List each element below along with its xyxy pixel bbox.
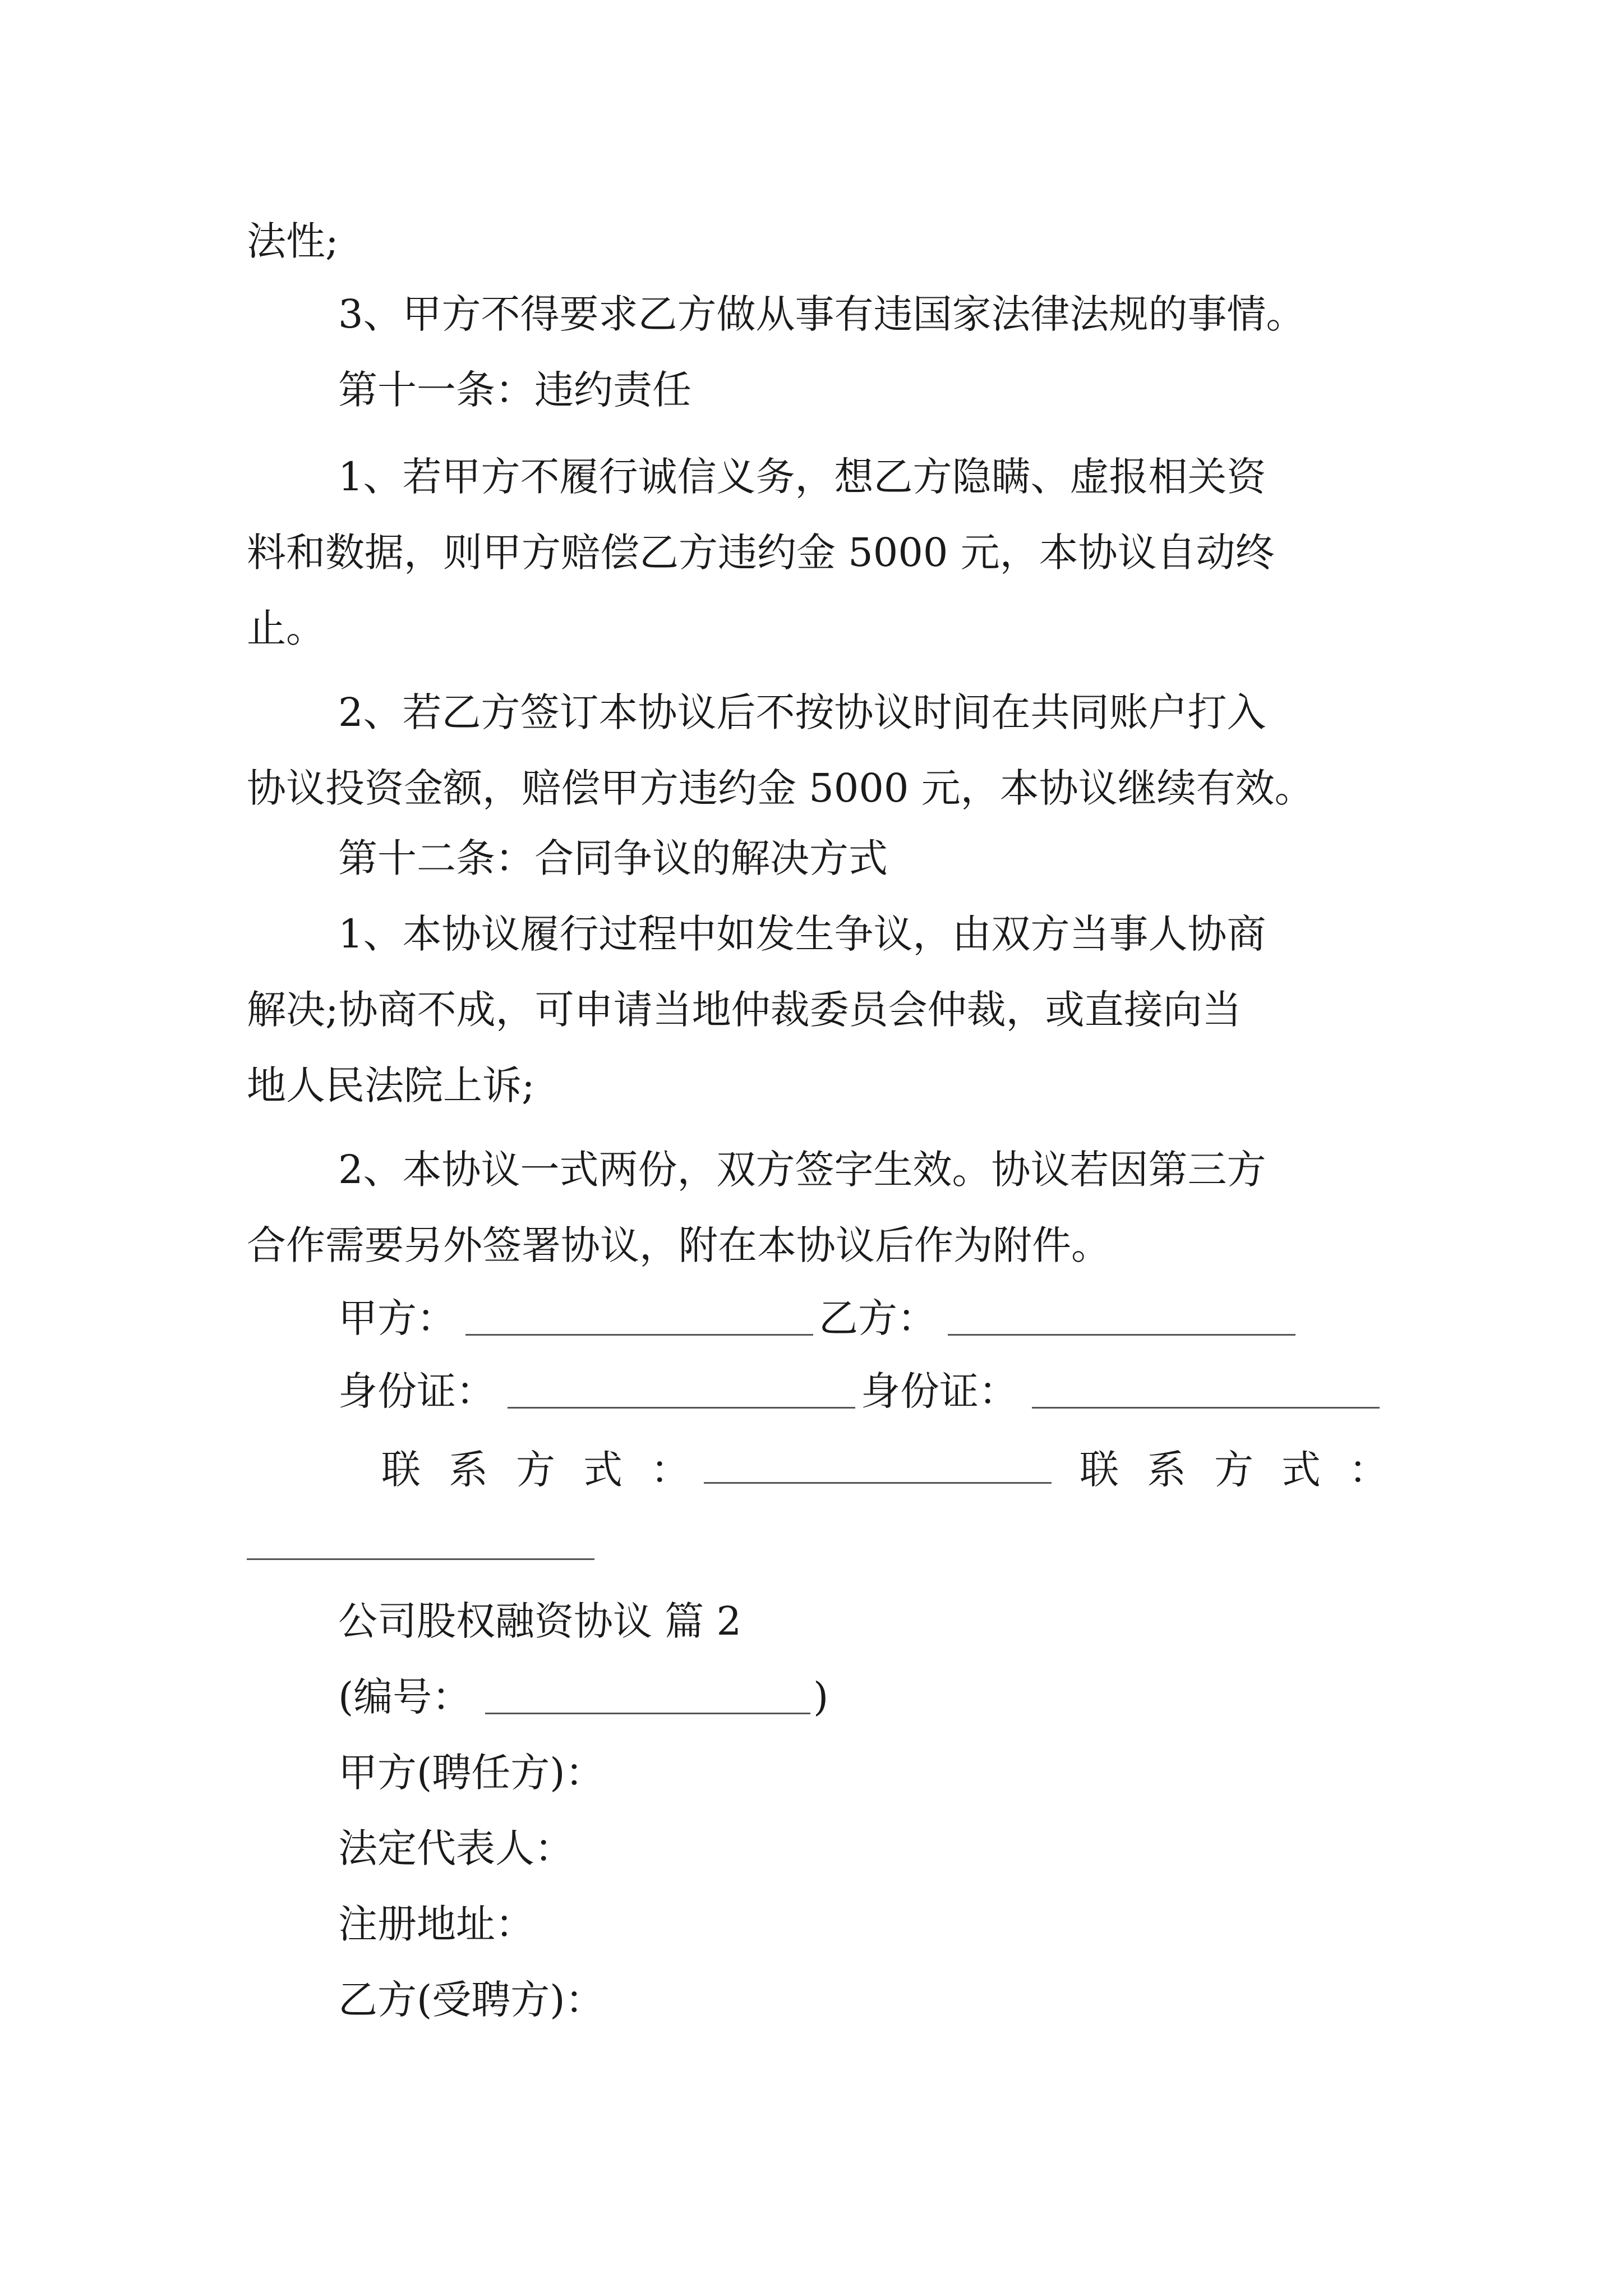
document-title: 公司股权融资协议 篇 2 [338, 1598, 742, 1644]
address-label: 注册地址： [338, 1901, 534, 1947]
party-a-signature-line [465, 1334, 813, 1336]
party-b-signature-line [948, 1334, 1295, 1336]
section-heading: 第十一条：违约责任 [338, 367, 691, 413]
number-line [485, 1713, 810, 1714]
text-line: 1、若甲方不履行诚信义务，想乙方隐瞒、虚报相关资 [338, 454, 1266, 500]
legal-rep-label: 法定代表人： [338, 1825, 574, 1871]
number-label: (编号： [338, 1674, 472, 1720]
contact-b-label: 联系方式： [1080, 1447, 1416, 1493]
text-line: 法性; [247, 218, 339, 264]
id-b-line [1032, 1407, 1380, 1409]
text-line: 解决;协商不成，可申请当地仲裁委员会仲裁，或直接向当 [247, 987, 1242, 1033]
text-line: 1、本协议履行过程中如发生争议，由双方当事人协商 [338, 911, 1266, 957]
employer-label: 甲方(聘任方)： [338, 1750, 605, 1796]
text-line: 3、甲方不得要求乙方做从事有违国家法律法规的事情。 [338, 291, 1306, 337]
text-line: 合作需要另外签署协议，附在本协议后作为附件。 [247, 1222, 1110, 1268]
employee-label: 乙方(受聘方)： [338, 1977, 605, 2023]
text-line: 2、本协议一式两份，双方签字生效。协议若因第三方 [338, 1147, 1266, 1193]
text-line: 料和数据，则甲方赔偿乙方违约金 5000 元，本协议自动终 [247, 530, 1275, 576]
text-line: 协议投资金额，赔偿甲方违约金 5000 元，本协议继续有效。 [247, 765, 1314, 811]
section-heading: 第十二条：合同争议的解决方式 [338, 835, 888, 881]
id-a-line [508, 1407, 855, 1409]
contact-a-line [704, 1482, 1052, 1484]
party-a-label: 甲方： [338, 1295, 456, 1341]
text-line: 地人民法院上诉; [247, 1062, 535, 1108]
number-close: ) [813, 1674, 829, 1720]
id-a-label: 身份证： [338, 1368, 495, 1414]
text-line: 止。 [247, 605, 325, 651]
party-b-label: 乙方： [819, 1295, 937, 1341]
text-line: 2、若乙方签订本协议后不按协议时间在共同账户打入 [338, 689, 1266, 735]
id-b-label: 身份证： [861, 1368, 1018, 1414]
contact-a-label: 联系方式： [381, 1447, 718, 1493]
contact-b-line [247, 1558, 594, 1560]
